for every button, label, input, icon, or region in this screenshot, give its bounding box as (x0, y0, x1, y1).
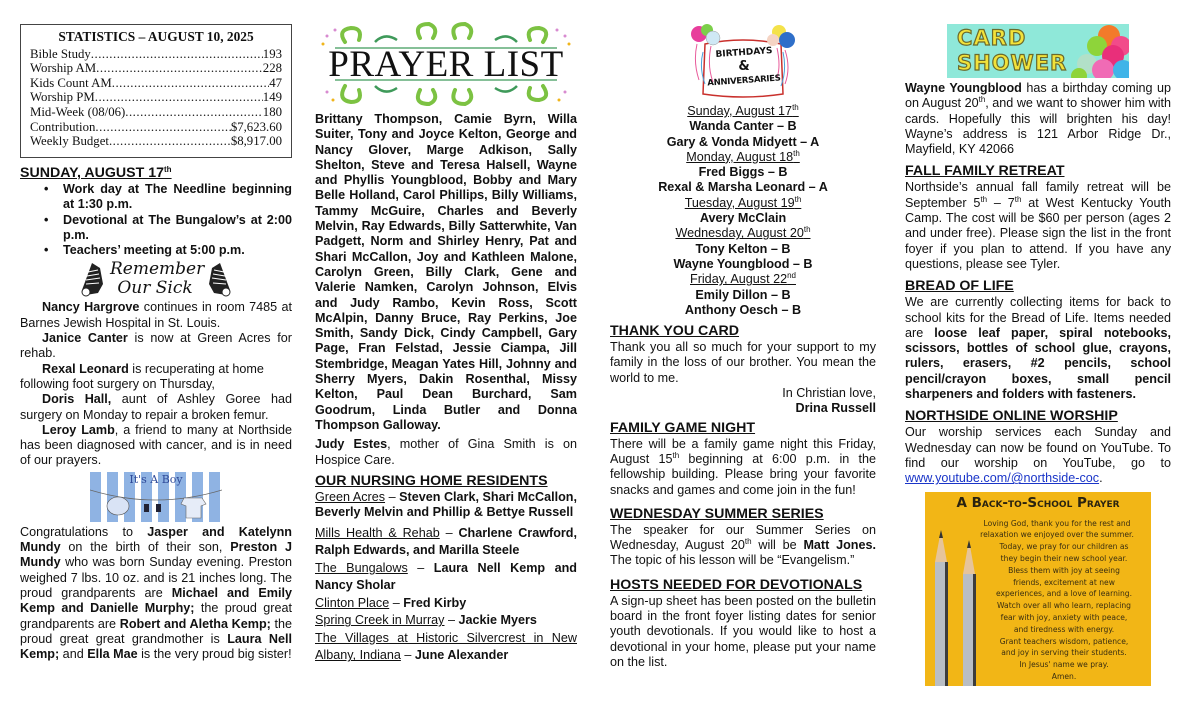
birthday-list (610, 104, 876, 318)
birthday-person: Gary & Vonda Midyett – A (666, 134, 820, 149)
column-4 (905, 24, 1171, 686)
banner-ampersand: & (738, 59, 750, 74)
its-a-boy-banner (90, 472, 222, 522)
banner-birthdays: BIRTHDAYS (715, 46, 773, 60)
back-to-school-prayer-image (925, 492, 1151, 686)
birthday-person: Tony Kelton – B (695, 241, 791, 256)
hospice-note: Judy Estes, mother of Gina Smith is on Hospice Care. (315, 437, 578, 467)
card-shower-line2: SHOWER (957, 51, 1068, 75)
column-2 (315, 20, 577, 665)
praying-hands-icon (78, 262, 106, 298)
bread-heading: BREAD OF LIFE (905, 278, 1014, 295)
birthday-person: Fred Biggs – B (698, 165, 788, 180)
remember-our-sick-banner (20, 260, 292, 300)
birthdays-anniversaries-banner (687, 22, 799, 102)
statistics-box (20, 24, 292, 158)
stat-label: Mid-Week (08/06) (30, 104, 126, 119)
prayer-list-title: PRAYER LIST (328, 44, 564, 85)
banner-remember: Remember (110, 259, 205, 280)
prayer-line: they begin their new school year. (1000, 553, 1128, 563)
stat-row (30, 134, 282, 149)
birthday-date: Monday, August 18th (686, 148, 800, 164)
sunday-item: • Teachers’ meeting at 5:00 p.m. (44, 243, 292, 258)
statistics-title: STATISTICS – AUGUST 10, 2025 (58, 29, 254, 44)
sick-entry: Leroy Lamb, a friend to many at Northside has been diagnosed with cancer, and is in need of our prayers. (20, 422, 292, 468)
stat-row (30, 120, 282, 135)
sunday-item: • Work day at The Needline beginning at 1:30 p.m. (44, 182, 292, 213)
prayer-line: Bless them with joy at seeing (1008, 565, 1120, 575)
birthday-person: Wanda Canter – B (689, 119, 797, 134)
sick-entry: Nancy Hargrove continues in room 7485 at Barnes Jewish Hospital in St. Louis. (20, 300, 293, 330)
prayer-line: Grant teachers wisdom, patience, (999, 636, 1129, 646)
card-shower-line1: CARD (957, 26, 1027, 50)
birthday-person: Wayne Youngblood – B (673, 256, 813, 271)
banner-anniversaries: ANNIVERSARIES (707, 73, 781, 89)
gamenight-heading: FAMILY GAME NIGHT (610, 419, 756, 436)
stat-value: $8,917.00 (230, 134, 282, 149)
stat-row (30, 61, 282, 76)
stat-label: Contribution (30, 119, 96, 134)
thankyou-body: Thank you all so much for your support to my family in the loss of our brother. You mean the world to me. (610, 340, 876, 385)
nursing-home: The Villages at Historic Silvercrest in New Albany, Indiana – June Alexander (315, 630, 577, 663)
gamenight-body: There will be a family game night this Friday, August 15th beginning at 6:00 p.m. in the fellowship building. Please bring your favorite snacks and games and come join in the fun! (610, 436, 877, 497)
stat-label: Kids Count AM (30, 75, 112, 90)
prayer-line: fear with joy, anxiety with peace, (1000, 612, 1128, 622)
stat-label: Bible Study (30, 46, 91, 61)
birthday-person: Avery McClain (699, 211, 787, 226)
stat-label: Weekly Budget (30, 134, 109, 149)
summer-heading: WEDNESDAY SUMMER SERIES (610, 505, 824, 522)
prayer-list-banner (315, 20, 577, 108)
column-1 (20, 163, 292, 662)
birthday-date: Friday, August 22nd (690, 271, 796, 287)
summer-body: The speaker for our Summer Series on Wednesday, August 20th will be Matt Jones. The topic of his lesson will be “Evangelism.” (610, 522, 876, 568)
stat-row (30, 47, 282, 62)
nursing-home: Spring Creek in Murray – Jackie Myers (315, 613, 537, 628)
sick-entry: Janice Canter is now at Green Acres for rehab. (20, 331, 292, 361)
prayer-line: Watch over all who learn, replacing (997, 601, 1131, 611)
stat-label: Worship AM (30, 61, 97, 76)
prayer-line: Today, we pray for our children as (999, 542, 1129, 552)
sunday-list (44, 182, 292, 258)
retreat-body: Northside’s annual fall family retreat will be September 5th – 7th at West Kentucky Youth Camp. The cost will be $60 per person (ages 2 and under free). Please sign the list in the front foyer if you plan to attend. If you have any questions, please see Tyler. (905, 180, 1172, 271)
column-3 (610, 22, 876, 670)
prayer-line: and tiredness with energy. (1013, 624, 1115, 634)
banner-our-sick: Our Sick (117, 278, 193, 299)
birthday-person: Emily Dillon – B (695, 287, 791, 302)
stat-value: 149 (262, 90, 282, 105)
stat-value: 47 (269, 75, 282, 90)
sick-list (20, 300, 292, 468)
stat-label: Worship PM (30, 90, 95, 105)
prayer-line: Amen. (1051, 671, 1077, 681)
stat-row (30, 90, 282, 105)
sick-entry: Rexal Leonard is recuperating at home following foot surgery on Thursday, (20, 361, 264, 391)
praying-hands-icon (206, 262, 234, 298)
nursing-heading: OUR NURSING HOME RESIDENTS (315, 472, 548, 489)
thankyou-heading: THANK YOU CARD (610, 323, 740, 340)
prayer-line: friends, excitement at new (1013, 577, 1115, 587)
nursing-home: Mills Health & Rehab – Charlene Crawford, Ralph Edwards, and Marilla Steele (315, 525, 577, 558)
prayer-line: relaxation we enjoyed over the summer. (980, 530, 1134, 540)
stat-row (30, 76, 282, 91)
nursing-home: The Bungalows – Laura Nell Kemp and Nancy Sholar (315, 560, 577, 593)
hosts-heading: HOSTS NEEDED FOR DEVOTIONALS (610, 576, 863, 593)
prayer-line: and joy in serving their students. (1001, 648, 1127, 658)
retreat-heading: FALL FAMILY RETREAT (905, 163, 1065, 180)
thankyou-signature: Drina Russell (795, 401, 876, 416)
prayer-names: Brittany Thompson, Camie Byrn, Willa Suiter, Tony and Joyce Kelton, George and Nancy Glover, Marge Adkison, Sally Shelton, Steve and Teresa Halsell, Wayne and Phyllis Youngblood, Bobby and Mary Belle Holland, Carol Phillips, Billy Williams, Tammy McGuire, Charles and Beverly Melvin, Ray Edwards, Billy Satterwhite, Van Padgett, Norm and Shirley Henry, Pat and Shari McCallon, Joy and Kathleen Malone, Carolyn Green, Billy Clark, Gene and Valerie Namken, Carolyn Johnson, Elvis and Judy Rambo, Kevin Ross, Scott McAlpin, Danny Bruce, Ray Perkins, Joe Smith, Sandy Dick, Cindy Campbell, Gary Page, Fran Felstad, Jessie Ciampa, Jill Stembridge, Meagan Yates Hill, Johnny and Sherry Myers, Dakin Rosenthal, Missy Kelton, Paul Dean Burchard, Sam Goodrum, Linda Butler and Donna Thompson Galloway. (315, 112, 577, 432)
online-body: Our worship services each Sunday and Wednesday can now be found on YouTube. To find our worship on YouTube, go to www.youtube.com/@northside-coc. (905, 425, 1171, 486)
bread-body: We are currently collecting items for back to school kits for the Bread of Life. Items needed are loose leaf paper, spiral notebooks, scissors, bottles of school glue, crayons, rulers, erasers, #2 pencils, school pencil/crayon boxes, small pencil sharpeners and folders with fasteners. (905, 295, 1171, 402)
school-prayer-title: A Back-to-School Prayer (956, 494, 1120, 511)
birthday-date: Wednesday, August 20th (675, 225, 811, 241)
nursing-home: Green Acres – Steven Clark, Shari McCallon, Beverly Melvin and Phillip & Bettye Russell (315, 489, 577, 520)
bib-icon (107, 497, 129, 515)
sick-entry: Doris Hall, aunt of Ashley Goree had surgery on Monday to repair a broken femur. (20, 392, 292, 422)
birthday-person: Rexal & Marsha Leonard – A (658, 180, 828, 195)
balloons-icon (1059, 24, 1129, 78)
card-shower-body: Wayne Youngblood has a birthday coming up on August 20th, and we want to shower him with cards. Hopefully this will brighten his day! Wayne’s address is 121 Arbor Ridge Dr., Mayfield, KY 42066 (905, 81, 1171, 157)
thankyou-closing: In Christian love, (782, 386, 876, 401)
hosts-body: A sign-up sheet has been posted on the bulletin board in the front foyer listing dates for senior youth devotionals. If you would like to host a devotional in your home, please put your name on the list. (610, 593, 876, 669)
stat-value: 180 (262, 104, 282, 119)
sunday-heading: SUNDAY, AUGUST 17th (20, 165, 172, 181)
stat-value: 228 (262, 61, 282, 76)
prayer-line: In Jesus' name we pray. (1019, 660, 1109, 670)
card-shower-banner (947, 24, 1129, 78)
stat-value: $7,623.60 (230, 119, 282, 134)
sunday-item: • Devotional at The Bungalow’s at 2:00 p.m. (44, 213, 292, 244)
nursing-home: Clinton Place – Fred Kirby (315, 595, 467, 610)
birthday-person: Anthony Oesch – B (684, 302, 802, 317)
online-heading: NORTHSIDE ONLINE WORSHIP (905, 408, 1118, 425)
stat-row (30, 105, 282, 120)
prayer-line: Loving God, thank you for the rest and (983, 518, 1131, 528)
baby-announcement: Congratulations to Jasper and Katelynn Mundy on the birth of their son, Preston J Mundy who was born Sunday evening. Preston weighed 7 lbs. 10 oz. and is 21 inches long. The proud grandparents are Michael and Emily Kemp and Danielle Murphy; the proud great grandparents are Robert and Aletha Kemp; the proud great great grandmother is Laura Nell Kemp; and Ella Mae is the very proud big sister! (20, 524, 293, 662)
youtube-link[interactable]: www.youtube.com/@northside-coc (905, 471, 1100, 486)
prayer-line: experiences, and a love of learning. (995, 589, 1133, 599)
stat-value: 193 (262, 46, 282, 61)
birthday-date: Sunday, August 17th (687, 103, 799, 118)
birthday-date: Tuesday, August 19th (684, 194, 802, 210)
its-a-boy-text: It's A Boy (129, 472, 183, 486)
